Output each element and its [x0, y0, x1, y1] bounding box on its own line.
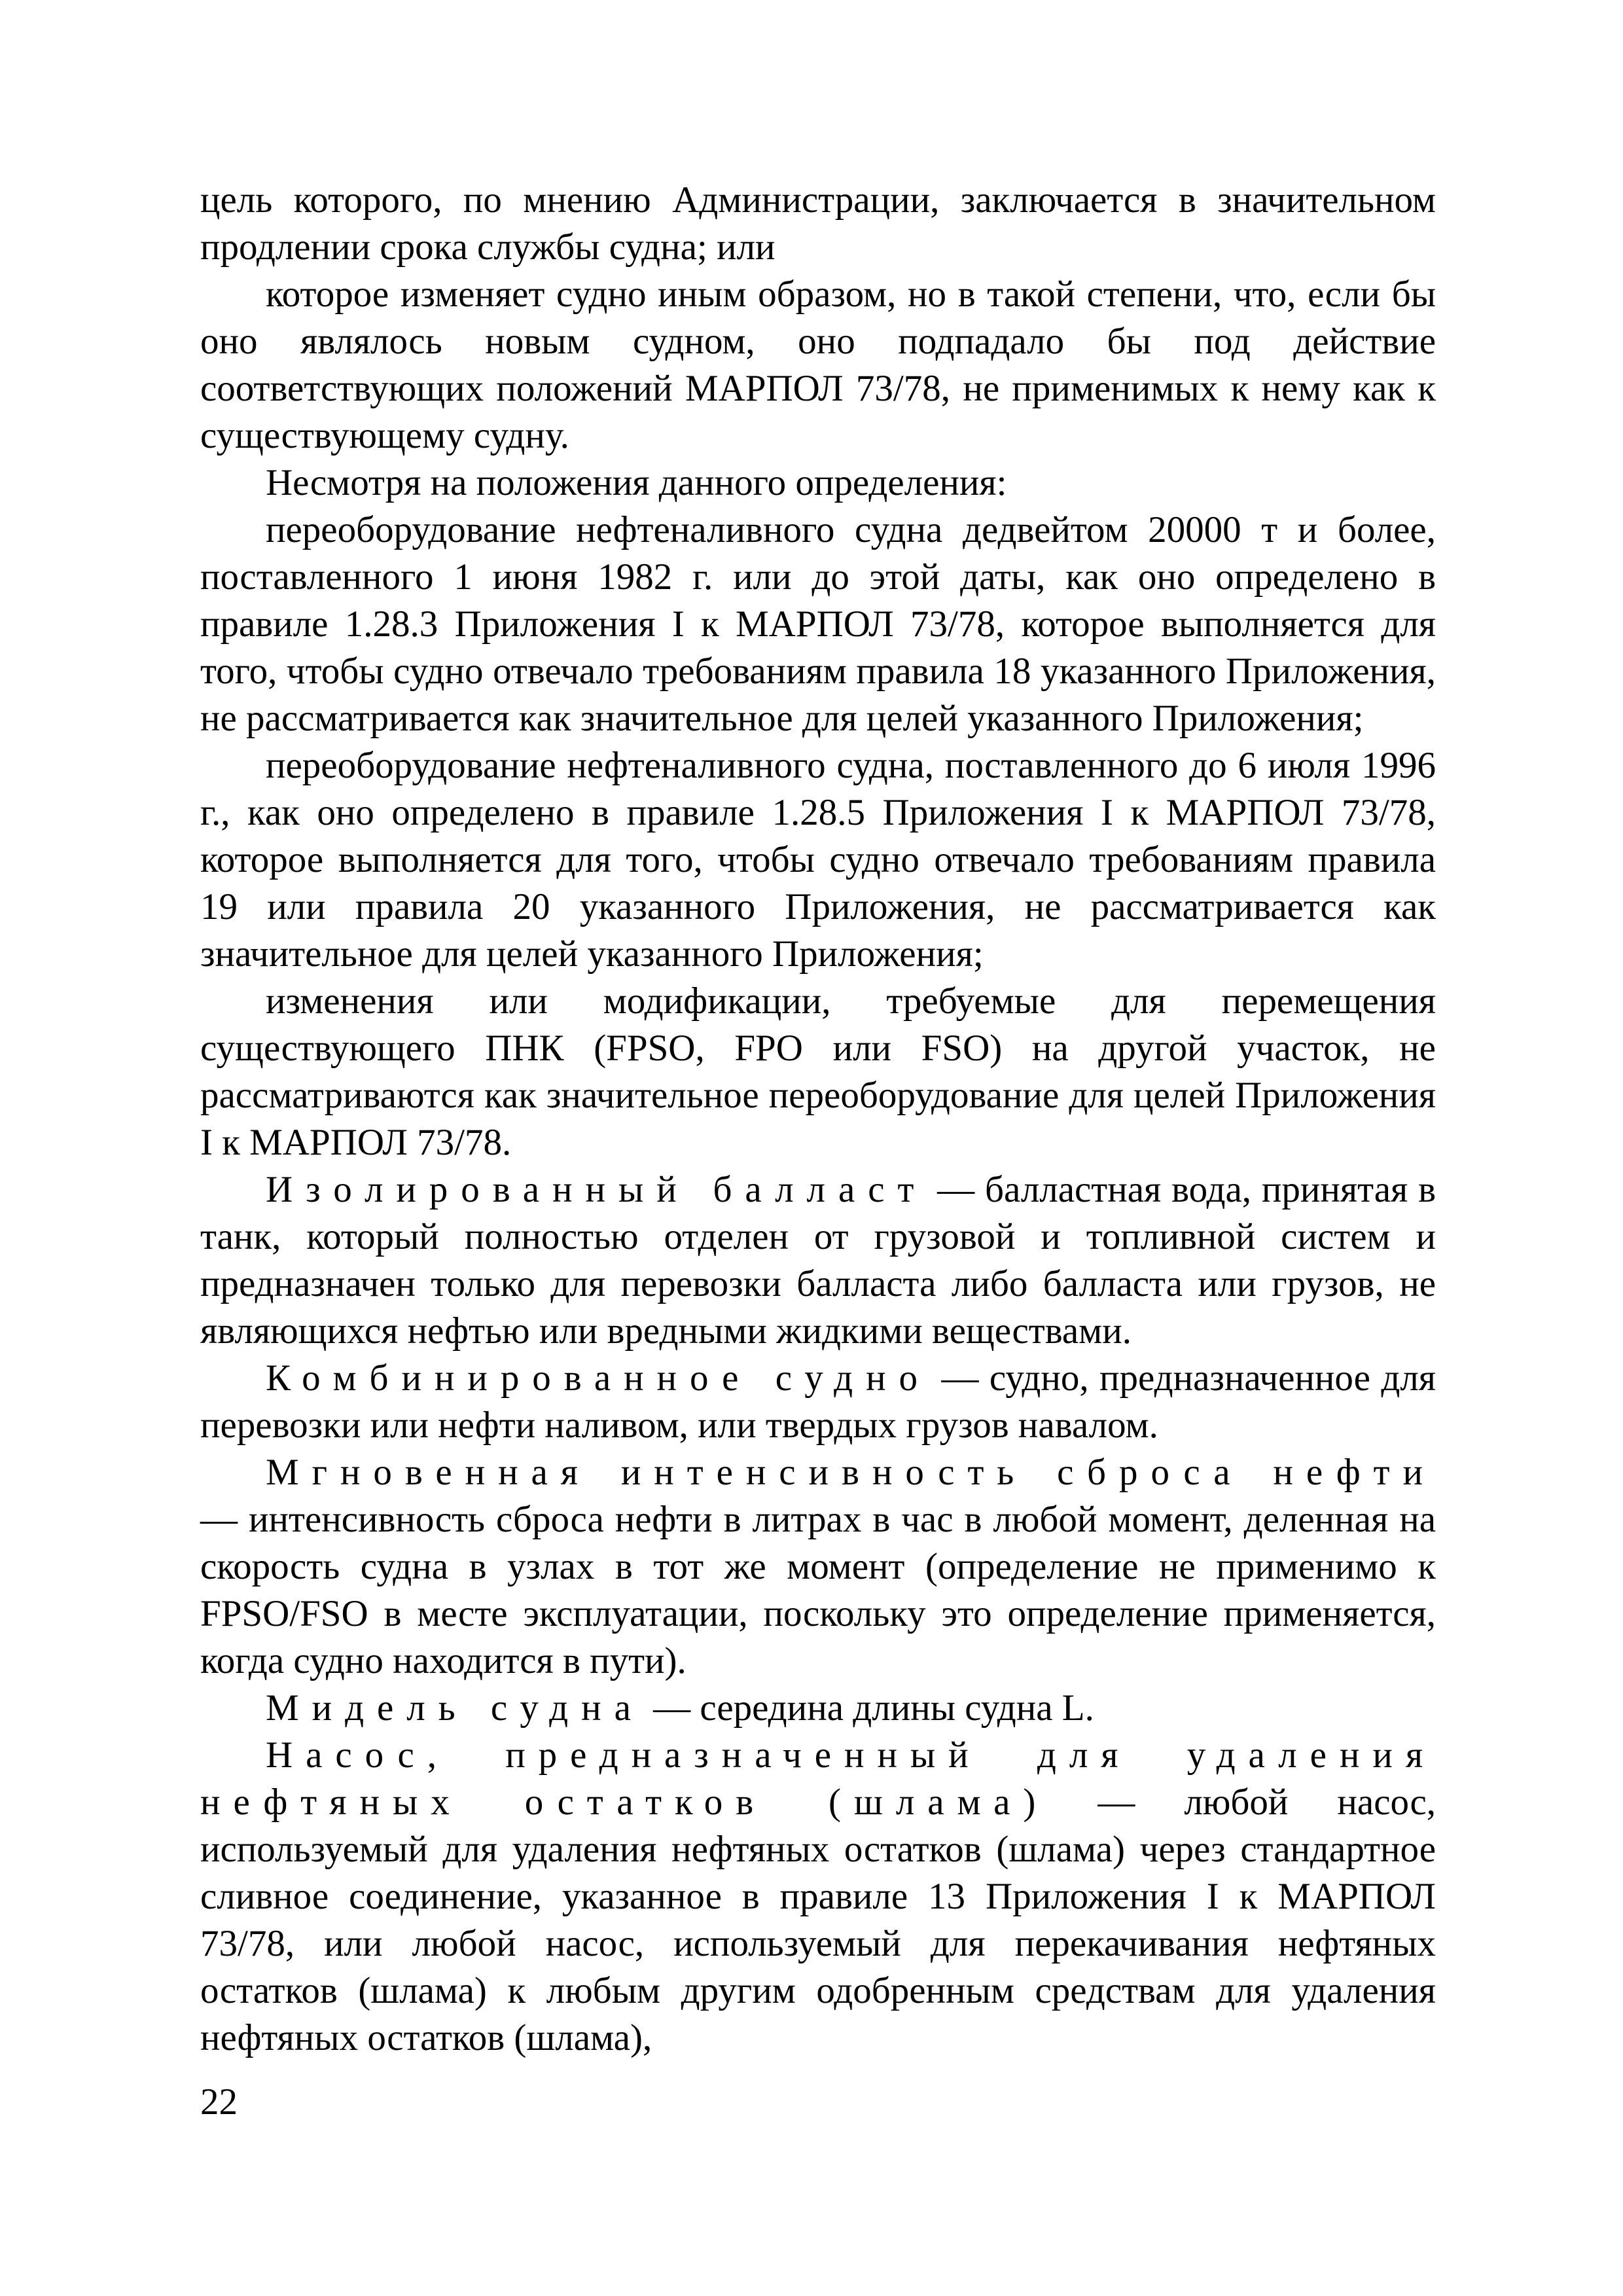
definition-combination-carrier: [200, 1355, 1436, 1449]
definition-sludge-pump-text: — любой насос, используемый для удаления нефтяных остатков (шлама) через стандартное сливное соединение, указанное в правиле 13 Приложения I к МАРПОЛ 73/78, или любой насос, используемый для перекачивания нефтяных остатков (шлама) к любым другим одобренным средствам для удаления нефтяных остатков (шлама),: [200, 1782, 1436, 2058]
definition-isolated-ballast-text: — балластная вода, принятая в танк, который полностью отделен от грузовой и топливной систем и предназначен только для перевозки балласта либо балласта или грузов, не являющихся нефтью или вредными жидкими веществами.: [200, 1169, 1436, 1352]
term-amidships: Мидель судна: [266, 1687, 644, 1729]
term-instantaneous-discharge-rate: Мгновенная интенсивность сброса нефти: [266, 1452, 1436, 1493]
paragraph-3: [200, 459, 1436, 507]
definition-combination-carrier-text: — судно, предназначенное для перевозки или нефти наливом, или твердых грузов навалом.: [200, 1357, 1436, 1446]
paragraph-1: [200, 177, 1436, 271]
page-number: 22: [200, 2081, 238, 2123]
definition-sludge-pump: [200, 1732, 1436, 2062]
term-combination-carrier: Комбинированное судно: [266, 1357, 931, 1399]
term-isolated-ballast: Изолированный балласт: [266, 1169, 927, 1210]
paragraph-2-text: которое изменяет судно иным образом, но в такой степени, что, если бы оно являлось новым судном, оно подпадало бы под действие соответствующих положений МАРПОЛ 73/78, не применимых к нему как к существующему судну.: [200, 274, 1436, 456]
paragraph-3-text: Несмотря на положения данного определения:: [266, 462, 1007, 503]
term-sludge-pump: Насос, предназначенный для удаления нефтяных остатков (шлама): [200, 1734, 1436, 1823]
paragraph-4-text: переоборудование нефтеналивного судна дедвейтом 20000 т и более, поставленного 1 июня 1982 г. или до этой даты, как оно определено в правиле 1.28.3 Приложения I к МАРПОЛ 73/78, которое выполняется для того, чтобы судно отвечало требованиям правила 18 указанного Приложения, не рассматривается как значительное для целей указанного Приложения;: [200, 509, 1436, 739]
definition-instantaneous-discharge-rate-text: — интенсивность сброса нефти в литрах в час в любой момент, деленная на скорость судна в узлах в тот же момент (определение не применимо к FPSO/FSO в месте эксплуатации, поскольку это определение применяется, когда судно находится в пути).: [200, 1499, 1436, 1681]
paragraph-5-text: переоборудование нефтеналивного судна, поставленного до 6 июля 1996 г., как оно определено в правиле 1.28.5 Приложения I к МАРПОЛ 73/78, которое выполняется для того, чтобы судно отвечало требованиям правила 19 или правила 20 указанного Приложения, не рассматривается как значительное для целей указанного Приложения;: [200, 745, 1436, 975]
definition-amidships-text: — середина длины судна L.: [643, 1687, 1094, 1729]
paragraph-1-text: цель которого, по мнению Администрации, заключается в значительном продлении срока службы судна; или: [200, 179, 1436, 268]
definition-instantaneous-discharge-rate: [200, 1449, 1436, 1685]
paragraph-6: [200, 978, 1436, 1166]
paragraph-2: [200, 271, 1436, 459]
definition-amidships: [200, 1685, 1436, 1732]
paragraph-6-text: изменения или модификации, требуемые для перемещения существующего ПНК (FPSO, FPO или FSO) на другой участок, не рассматриваются как значительное переоборудование для целей Приложения I к МАРПОЛ 73/78.: [200, 980, 1436, 1163]
body-text: [200, 177, 1436, 2062]
paragraph-4: [200, 507, 1436, 742]
paragraph-5: [200, 742, 1436, 978]
definition-isolated-ballast: [200, 1166, 1436, 1355]
